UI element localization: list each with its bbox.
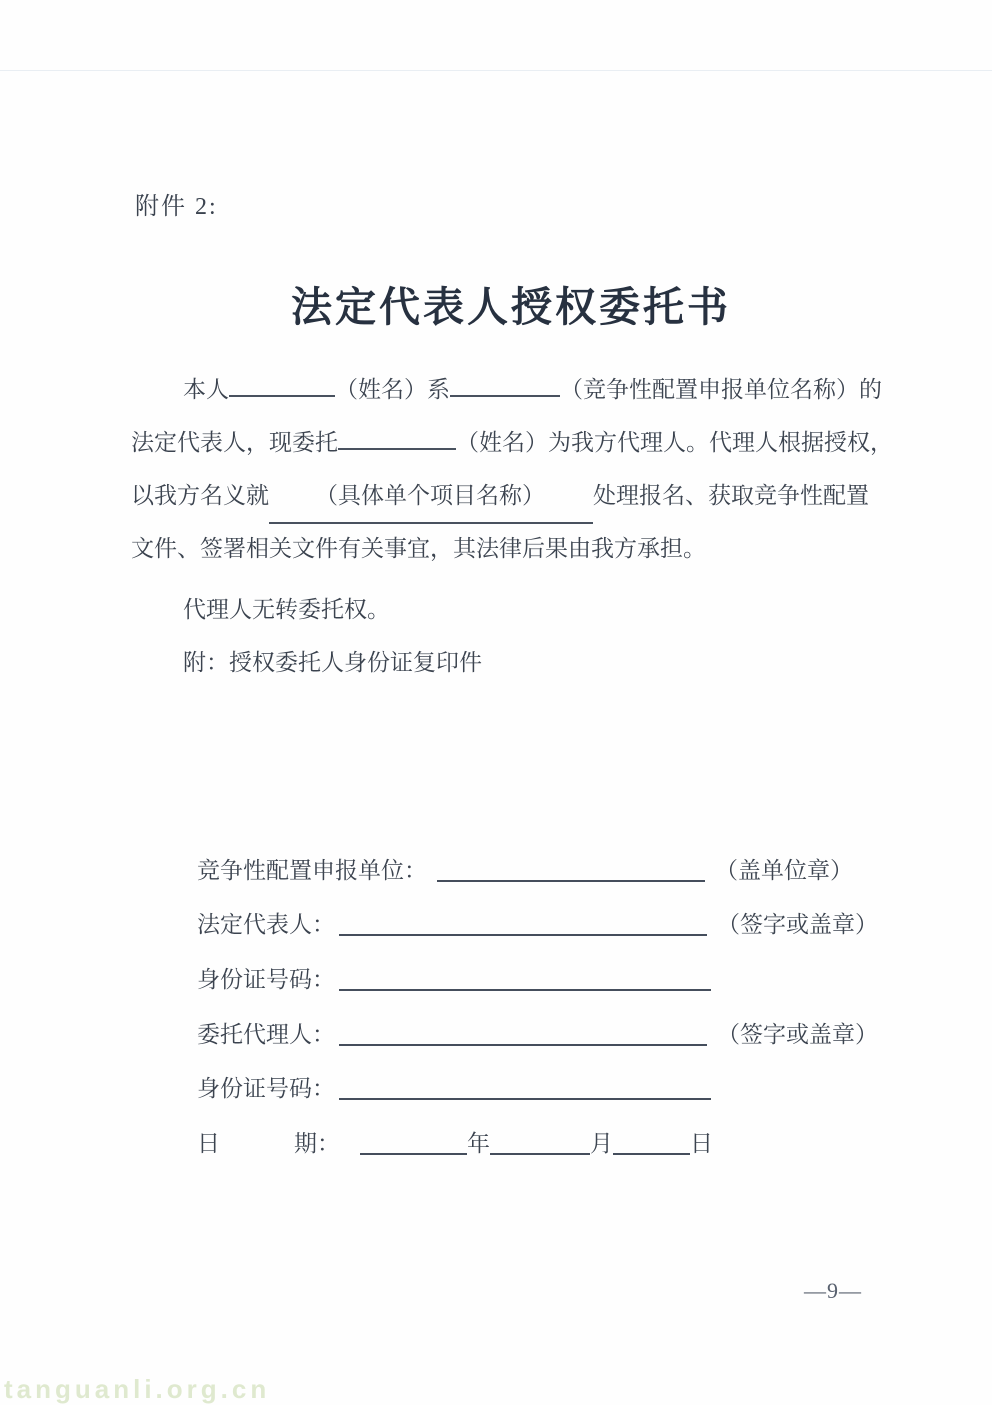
sig-suffix: （签字或盖章） [717, 912, 878, 938]
body-text: （竞争性配置申报单位名称）的 [560, 377, 882, 402]
note-text: 附：授权委托人身份证复印件 [183, 650, 482, 675]
sig-label: 委托代理人： [197, 1021, 335, 1047]
body-line-2 [131, 416, 893, 469]
blank-principal-name [229, 374, 335, 397]
signature-block [197, 841, 878, 1169]
blank-day [613, 1128, 690, 1155]
scan-artifact-line [0, 70, 992, 71]
sig-label: 身份证号码： [197, 966, 335, 992]
sig-label: 身份证号码： [197, 1076, 335, 1102]
watermark-text: tanguanli.org.cn [4, 1374, 271, 1404]
sig-row-id-number-1 [197, 950, 878, 1005]
body-text: 文件、签署相关文件有关事宜，其法律后果由我方承担。 [131, 536, 706, 561]
blank-year [360, 1128, 467, 1155]
body-text: （姓名）为我方代理人。代理人根据授权， [456, 430, 893, 455]
blank-id-number-2 [339, 1073, 711, 1100]
body-line-3 [131, 469, 881, 522]
body-text: 本人 [183, 377, 229, 402]
page-number: —9— [804, 1278, 862, 1303]
note-text: 代理人无转委托权。 [183, 597, 390, 622]
document-title: 法定代表人授权委托书 [291, 284, 731, 330]
sig-row-date [197, 1114, 878, 1169]
blank-id-number-1 [339, 964, 711, 991]
date-day-label: 日 [690, 1130, 713, 1156]
blank-agent-name [338, 427, 456, 450]
sig-label: 竞争性配置申报单位： [197, 857, 427, 883]
body-line-1 [131, 363, 881, 416]
sig-row-legal-representative [197, 896, 878, 951]
date-label-ri: 日 [197, 1130, 220, 1156]
body-text: 以我方名义就 [131, 483, 269, 508]
blank-declaring-unit [437, 855, 705, 882]
blank-project-name [269, 469, 593, 524]
note-attachment-id-copy [131, 636, 881, 689]
blank-month [490, 1128, 590, 1155]
date-month-label: 月 [590, 1130, 613, 1156]
sig-row-entrusted-agent [197, 1005, 878, 1060]
blank-entrusted-agent [339, 1019, 707, 1046]
sig-row-id-number-2 [197, 1059, 878, 1114]
date-label-qi: 期： [294, 1130, 340, 1156]
note-no-subdelegation [131, 583, 881, 636]
attachment-label: 附件 2: [135, 194, 218, 220]
body-line-4 [131, 522, 881, 575]
sig-suffix: （盖单位章） [715, 857, 853, 883]
sig-label: 法定代表人： [197, 912, 335, 938]
blank-unit-name [450, 374, 560, 397]
date-year-label: 年 [467, 1130, 490, 1156]
body-text: 处理报名、获取竞争性配置 [593, 483, 869, 508]
body-paragraph [131, 363, 893, 689]
body-text: 法定代表人，现委托 [131, 430, 338, 455]
blank-legal-representative [339, 909, 707, 936]
sig-row-declaring-unit [197, 841, 878, 896]
body-text: （姓名）系 [335, 377, 450, 402]
blank-project-name-hint: （具体单个项目名称） [315, 483, 545, 508]
sig-suffix: （签字或盖章） [717, 1021, 878, 1047]
